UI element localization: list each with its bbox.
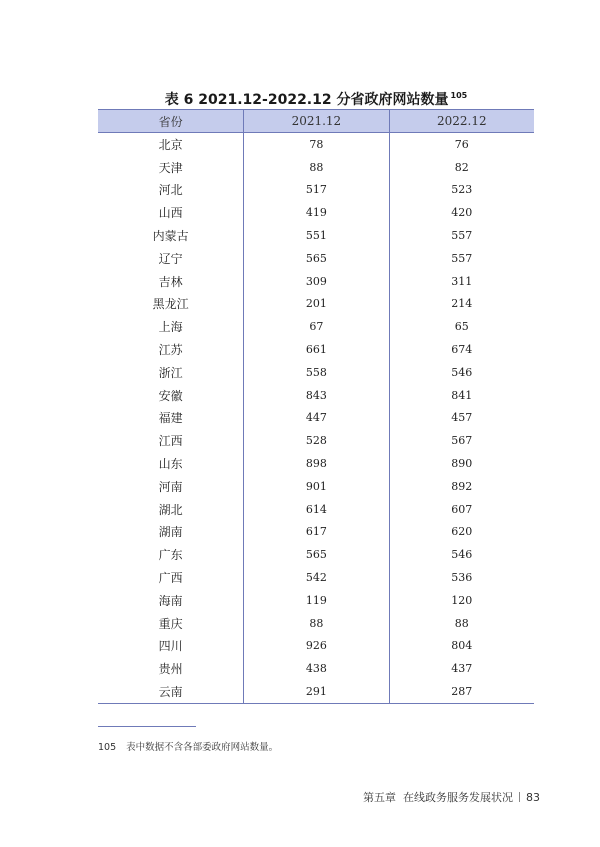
cell-2021-12: 898 bbox=[244, 452, 389, 475]
cell-2022-12: 120 bbox=[389, 589, 534, 612]
cell-2022-12: 557 bbox=[389, 224, 534, 247]
header-province: 省份 bbox=[98, 110, 244, 133]
cell-province: 贵州 bbox=[158, 662, 183, 677]
cell-2022-12: 76 bbox=[389, 133, 534, 156]
table-row bbox=[98, 429, 534, 452]
cell-2022-12: 567 bbox=[389, 429, 534, 452]
cell-2022-12: 82 bbox=[389, 156, 534, 179]
table-row bbox=[98, 201, 534, 224]
table-row bbox=[98, 338, 534, 361]
cell-province: 云南 bbox=[98, 680, 244, 703]
table-row bbox=[98, 657, 534, 680]
cell-province: 安徽 bbox=[158, 388, 183, 403]
table-row bbox=[98, 680, 534, 703]
cell-2021-12: 291 bbox=[244, 680, 389, 703]
cell-2021-12: 558 bbox=[244, 361, 389, 384]
table-row bbox=[98, 407, 534, 430]
cell-province: 湖北 bbox=[158, 502, 183, 517]
page-number: 83 bbox=[526, 791, 540, 804]
table-row bbox=[98, 384, 534, 407]
cell-province: 江西 bbox=[158, 434, 183, 449]
cell-2021-12: 88 bbox=[244, 156, 389, 179]
cell-2021-12: 901 bbox=[244, 475, 389, 498]
cell-province: 内蒙古 bbox=[152, 229, 189, 244]
cell-2022-12: 892 bbox=[389, 475, 534, 498]
table-row bbox=[98, 635, 534, 658]
cell-2022-12: 841 bbox=[389, 384, 534, 407]
cell-province: 重庆 bbox=[158, 616, 183, 631]
cell-2021-12: 309 bbox=[244, 270, 389, 293]
cell-province: 河北 bbox=[158, 183, 183, 198]
cell-2022-12: 546 bbox=[389, 361, 534, 384]
table-caption bbox=[98, 89, 534, 109]
footnote-ref: 105 bbox=[450, 91, 468, 100]
footnote-divider bbox=[98, 726, 196, 727]
cell-2022-12: 620 bbox=[389, 521, 534, 544]
cell-2022-12: 65 bbox=[389, 315, 534, 338]
table-row bbox=[98, 361, 534, 384]
table-row bbox=[98, 589, 534, 612]
cell-2021-12: 67 bbox=[244, 315, 389, 338]
cell-2021-12: 447 bbox=[244, 407, 389, 430]
table-row bbox=[98, 452, 534, 475]
cell-province: 浙江 bbox=[158, 365, 183, 380]
cell-2022-12: 536 bbox=[389, 566, 534, 589]
cell-province: 黑龙江 bbox=[152, 297, 189, 312]
footnote bbox=[98, 739, 278, 753]
running-footer bbox=[363, 789, 540, 805]
cell-2022-12: 437 bbox=[389, 657, 534, 680]
cell-2022-12: 88 bbox=[389, 612, 534, 635]
table-header-row bbox=[98, 110, 534, 133]
table-row bbox=[98, 156, 534, 179]
cell-2021-12: 926 bbox=[244, 635, 389, 658]
footer-separator bbox=[519, 792, 520, 802]
cell-2021-12: 528 bbox=[244, 429, 389, 452]
cell-province: 海南 bbox=[158, 593, 183, 608]
cell-2021-12: 565 bbox=[244, 543, 389, 566]
cell-province: 山西 bbox=[158, 206, 183, 221]
table-row bbox=[98, 475, 534, 498]
website-count-table bbox=[98, 109, 534, 704]
cell-2022-12: 890 bbox=[389, 452, 534, 475]
cell-2022-12: 420 bbox=[389, 201, 534, 224]
cell-2021-12: 542 bbox=[244, 566, 389, 589]
cell-province: 山东 bbox=[158, 457, 183, 472]
table-row bbox=[98, 315, 534, 338]
header-2021-12: 2021.12 bbox=[244, 110, 389, 133]
cell-province: 辽宁 bbox=[158, 251, 183, 266]
cell-province: 河南 bbox=[158, 479, 183, 494]
chapter-label: 第五章 bbox=[363, 791, 396, 804]
cell-2022-12: 214 bbox=[389, 293, 534, 316]
cell-2022-12: 311 bbox=[389, 270, 534, 293]
table-row bbox=[98, 179, 534, 202]
table-row bbox=[98, 566, 534, 589]
header-2022-12: 2022.12 bbox=[389, 110, 534, 133]
cell-province: 吉林 bbox=[158, 274, 183, 289]
cell-2021-12: 614 bbox=[244, 498, 389, 521]
table-row bbox=[98, 293, 534, 316]
cell-2021-12: 88 bbox=[244, 612, 389, 635]
footnote-number: 105 bbox=[98, 742, 117, 753]
cell-2022-12: 523 bbox=[389, 179, 534, 202]
caption-text: 表 6 2021.12-2022.12 分省政府网站数量 bbox=[164, 92, 449, 108]
cell-2022-12: 557 bbox=[389, 247, 534, 270]
cell-province: 上海 bbox=[158, 320, 183, 335]
cell-province: 北京 bbox=[158, 137, 183, 152]
table-row bbox=[98, 498, 534, 521]
table-row bbox=[98, 543, 534, 566]
cell-province: 福建 bbox=[158, 411, 183, 426]
table-row bbox=[98, 521, 534, 544]
table-row bbox=[98, 612, 534, 635]
cell-2021-12: 78 bbox=[244, 133, 389, 156]
cell-2022-12: 674 bbox=[389, 338, 534, 361]
cell-2021-12: 661 bbox=[244, 338, 389, 361]
cell-2021-12: 201 bbox=[244, 293, 389, 316]
section-title: 在线政务服务发展状况 bbox=[403, 791, 513, 804]
cell-2022-12: 457 bbox=[389, 407, 534, 430]
table-row bbox=[98, 247, 534, 270]
cell-2021-12: 551 bbox=[244, 224, 389, 247]
cell-province: 湖南 bbox=[158, 525, 183, 540]
cell-province: 广西 bbox=[158, 571, 183, 586]
cell-province: 天津 bbox=[158, 160, 183, 175]
table-row bbox=[98, 270, 534, 293]
cell-2022-12: 804 bbox=[389, 635, 534, 658]
cell-2022-12: 607 bbox=[389, 498, 534, 521]
footnote-text: 表中数据不含各部委政府网站数量。 bbox=[126, 742, 279, 753]
cell-2021-12: 419 bbox=[244, 201, 389, 224]
cell-2021-12: 843 bbox=[244, 384, 389, 407]
cell-2021-12: 119 bbox=[244, 589, 389, 612]
cell-2022-12: 546 bbox=[389, 543, 534, 566]
cell-province: 广东 bbox=[158, 548, 183, 563]
cell-2021-12: 565 bbox=[244, 247, 389, 270]
cell-province: 江苏 bbox=[158, 343, 183, 358]
table-row bbox=[98, 224, 534, 247]
cell-2021-12: 617 bbox=[244, 521, 389, 544]
cell-2021-12: 438 bbox=[244, 657, 389, 680]
table-row bbox=[98, 133, 534, 156]
cell-2022-12: 287 bbox=[389, 680, 534, 703]
cell-2021-12: 517 bbox=[244, 179, 389, 202]
cell-province: 四川 bbox=[158, 639, 183, 654]
